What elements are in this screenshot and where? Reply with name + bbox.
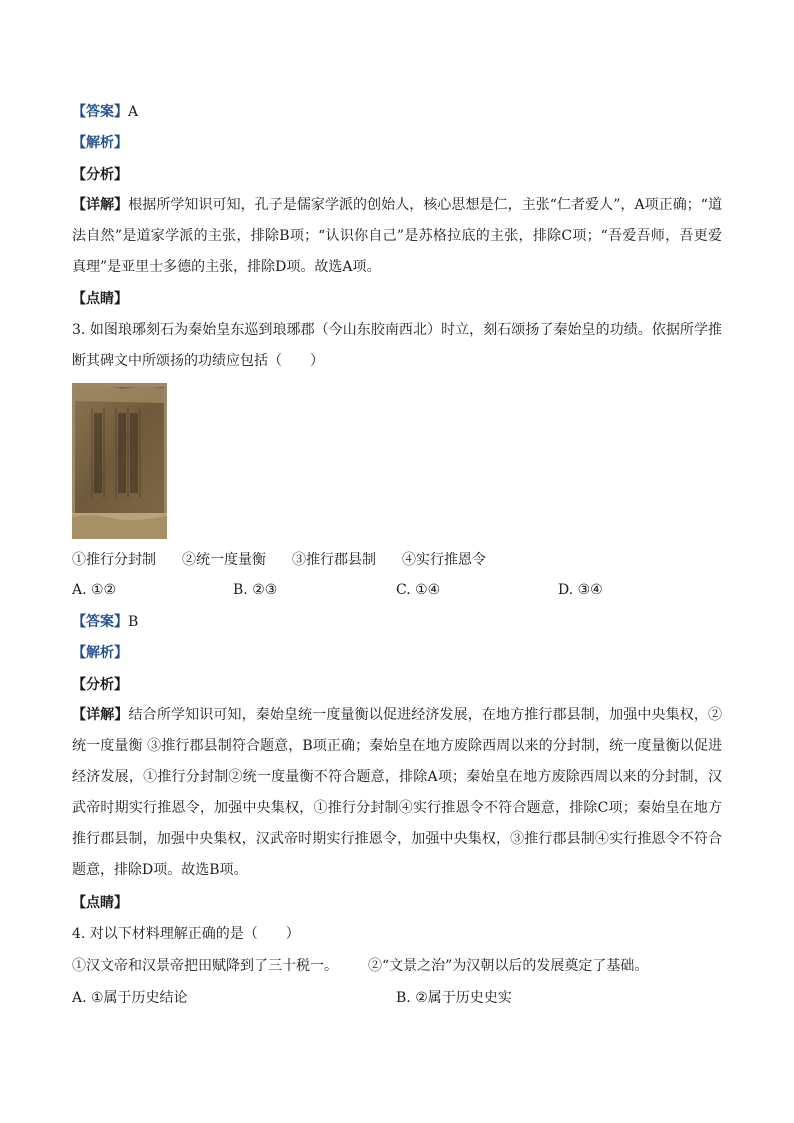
q3-item-2: ②统一度量衡 [182, 552, 266, 568]
answer-tag: 【答案】 [72, 614, 128, 630]
q2-answer-line [72, 102, 138, 122]
q3-item-1: ①推行分封制 [72, 552, 156, 568]
q4-option-b: B. ②属于历史史实 [396, 990, 512, 1006]
xiangjie-text: 结合所学知识可知，秦始皇统一度量衡以促进经济发展，在地方推行郡县制，加强中央集权，②统一度量衡 ③推行郡县制符合题意，B项正确；秦始皇在地方废除西周以来的分封制，统一度量衡以促进经济发展，①推行分封制②统一度量衡不符合题意，排除A项；秦始皇在地方废除西周以来的分封制，汉武帝时期实行推恩令，加强中央集权，①推行分封制④实行推恩令不符合题意，排除C项；秦始皇在地方推行郡县制，加强中央集权，汉武帝时期实行推恩令，加强中央集权，③推行郡县制④实行推恩令不符合题意，排除D项。故选B项。 [72, 707, 723, 878]
q4-stem: 4. 对以下材料理解正确的是（ ） [72, 926, 300, 942]
q3-xiangjie-paragraph [72, 700, 722, 886]
q3-option-d: D. ③④ [558, 582, 603, 598]
q3-stem: 3. 如图琅琊刻石为秦始皇东巡到琅琊郡（今山东胶南西北）时立，刻石颂扬了秦始皇的功绩。依据所学推断其碑文中所颂扬的功绩应包括（ ） [72, 322, 722, 369]
dianjing-tag: 【点睛】 [72, 895, 128, 911]
jiexi-tag: 【解析】 [72, 645, 128, 661]
q4-material-2: ②“文景之治”为汉朝以后的发展奠定了基础。 [368, 958, 649, 974]
q3-option-a: A. ①② [72, 582, 117, 598]
langya-stele-image [72, 383, 167, 539]
fenxi-tag: 【分析】 [72, 677, 128, 693]
q3-item-4: ④实行推恩令 [402, 552, 486, 568]
answer-tag: 【答案】 [72, 104, 128, 120]
xiangjie-tag: 【详解】 [72, 197, 129, 213]
q4-option-a: A. ①属于历史结论 [72, 990, 188, 1006]
dianjing-tag: 【点睛】 [72, 291, 128, 307]
q3-items [72, 550, 486, 570]
q2-xiangjie-paragraph [72, 190, 722, 283]
q3-item-3: ③推行郡县制 [292, 552, 376, 568]
answer-value: B [128, 614, 139, 630]
q4-material-1: ①汉文帝和汉景帝把田赋降到了三十税一。 [72, 958, 338, 974]
fenxi-tag: 【分析】 [72, 167, 128, 183]
q3-option-b: B. ②③ [233, 582, 278, 598]
xiangjie-tag: 【详解】 [72, 707, 129, 723]
xiangjie-text: 根据所学知识可知，孔子是儒家学派的创始人，核心思想是仁，主张“仁者爱人”，A项正确；“道法自然”是道家学派的主张，排除B项；“认识你自己”是苏格拉底的主张，排除C项；“吾爱吾师，吾更爱真理”是亚里士多德的主张，排除D项。故选A项。 [72, 197, 722, 275]
q3-answer-line [72, 612, 138, 632]
answer-value: A [128, 104, 139, 120]
q3-option-c: C. ①④ [396, 582, 441, 598]
jiexi-tag: 【解析】 [72, 135, 128, 151]
